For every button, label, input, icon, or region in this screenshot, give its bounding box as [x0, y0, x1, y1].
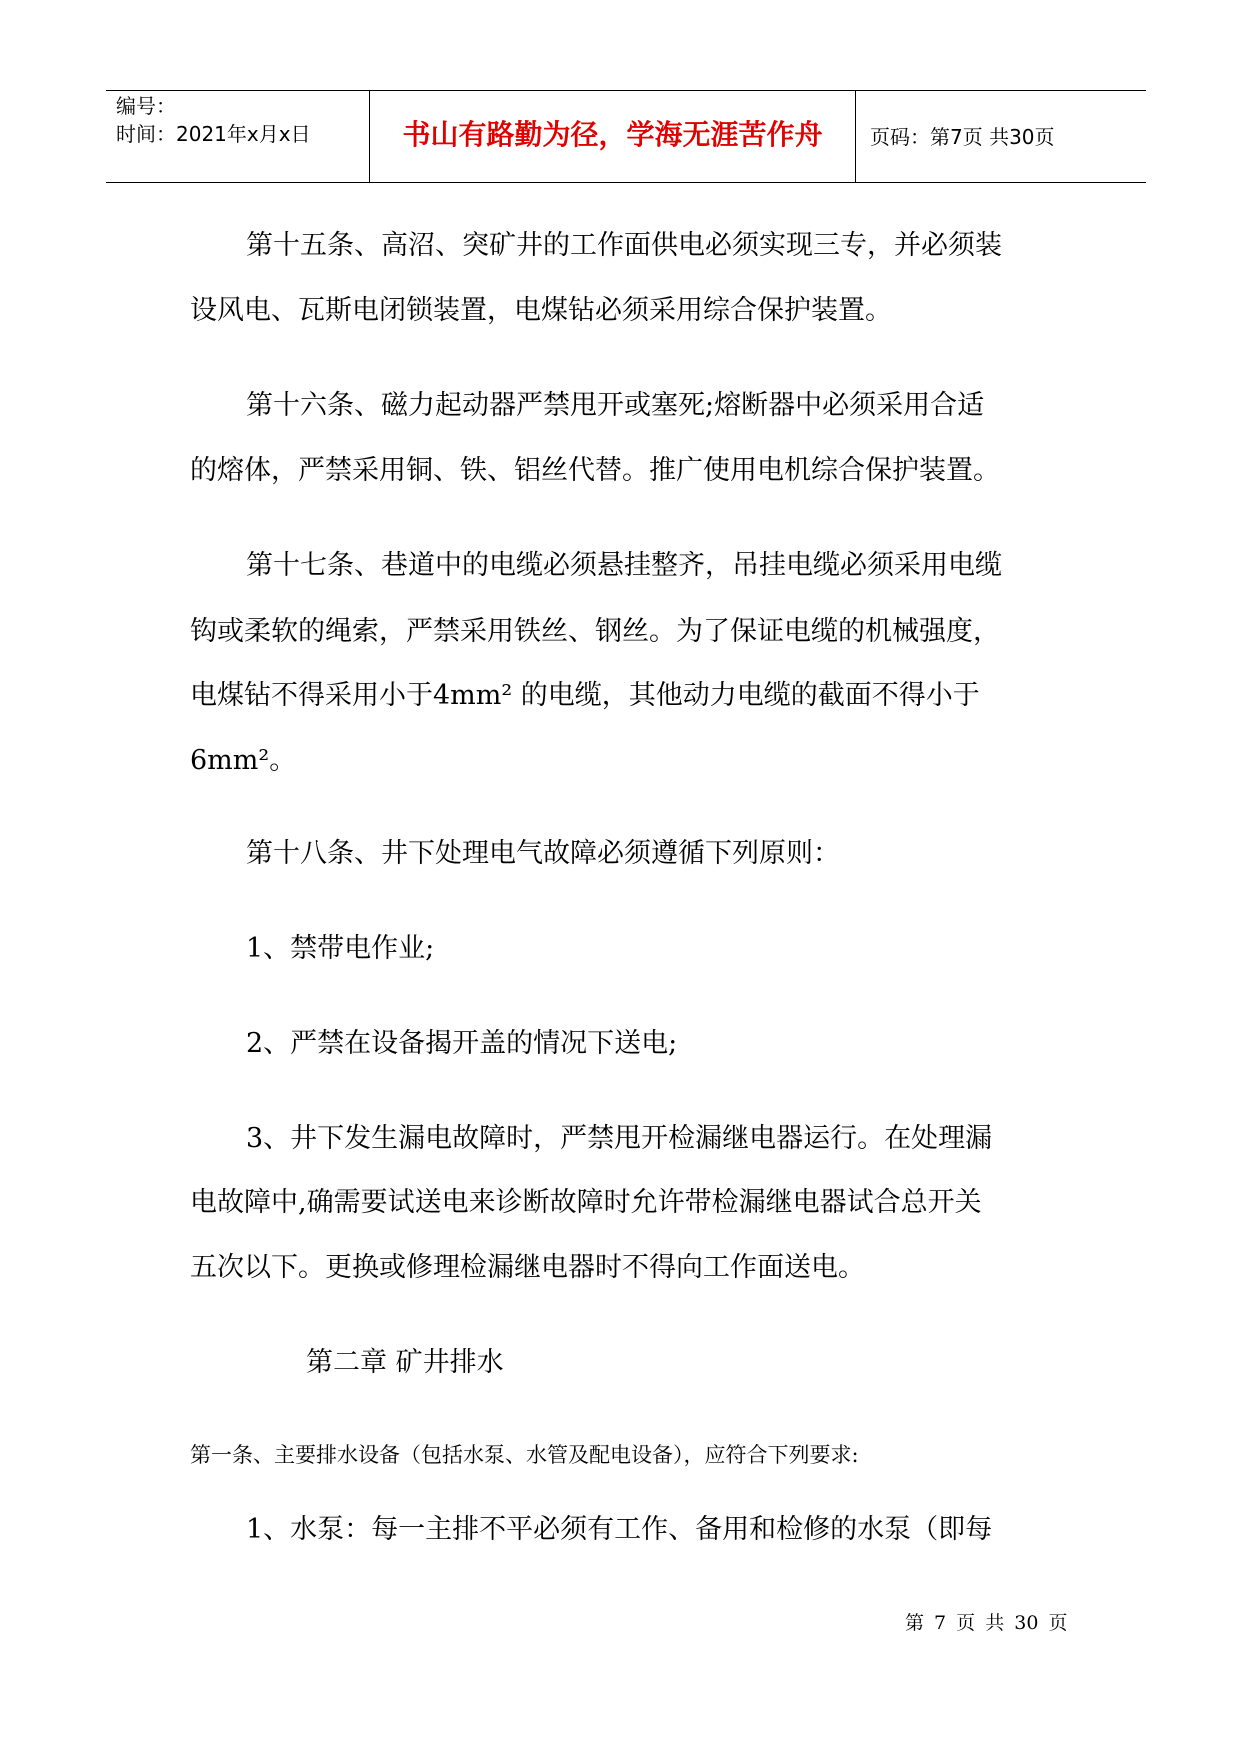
page-header	[106, 90, 1146, 183]
article-16-line-2: 的熔体，严禁采用铜、铁、铝丝代替。推广使用电机综合保护装置。	[190, 455, 1000, 486]
article-18-item-1: 1、禁带电作业;	[246, 933, 435, 964]
chapter-2-item-1: 1、水泵：每一主排不平必须有工作、备用和检修的水泵（即每	[246, 1514, 993, 1545]
article-17-line-1: 第十七条、巷道中的电缆必须悬挂整齐，吊挂电缆必须采用电缆	[246, 550, 1002, 581]
article-18-item-3-line-3: 五次以下。更换或修理检漏继电器时不得向工作面送电。	[190, 1252, 865, 1283]
header-motto: 书山有路勤为径，学海无涯苦作舟	[402, 118, 823, 151]
header-center-cell	[370, 91, 856, 182]
article-15-line-2: 设风电、瓦斯电闭锁装置，电煤钻必须采用综合保护装置。	[190, 295, 892, 326]
article-18-line-1: 第十八条、井下处理电气故障必须遵循下列原则：	[246, 838, 840, 869]
article-17-line-3: 电煤钻不得采用小于4mm² 的电缆，其他动力电缆的截面不得小于	[190, 680, 980, 711]
header-right-cell	[856, 91, 1146, 182]
document-time-label: 时间：2021年x月x日	[116, 122, 311, 146]
chapter-2-heading: 第二章 矿井排水	[306, 1347, 504, 1378]
page-footer: 第 7 页 共 30 页	[905, 1612, 1068, 1634]
article-18-item-3-line-2: 电故障中,确需要试送电来诊断故障时允许带检漏继电器试合总开关	[190, 1187, 982, 1218]
article-18-item-2: 2、严禁在设备揭开盖的情况下送电;	[246, 1028, 678, 1059]
article-17-line-2: 钩或柔软的绳索，严禁采用铁丝、钢丝。为了保证电缆的机械强度，	[190, 616, 1000, 647]
article-15-line-1: 第十五条、高沼、突矿井的工作面供电必须实现三专，并必须装	[246, 230, 1002, 261]
article-16-line-1: 第十六条、磁力起动器严禁甩开或塞死;熔断器中必须采用合适	[246, 390, 985, 421]
article-18-item-3-line-1: 3、井下发生漏电故障时，严禁甩开检漏继电器运行。在处理漏	[246, 1123, 993, 1154]
chapter-2-article-1: 第一条、主要排水设备（包括水泵、水管及配电设备），应符合下列要求:	[190, 1443, 859, 1467]
header-page-label: 页码：第7页 共30页	[870, 125, 1055, 149]
header-left-cell	[106, 91, 370, 182]
article-17-line-4: 6mm²。	[190, 745, 297, 776]
document-number-label: 编号：	[116, 94, 176, 118]
